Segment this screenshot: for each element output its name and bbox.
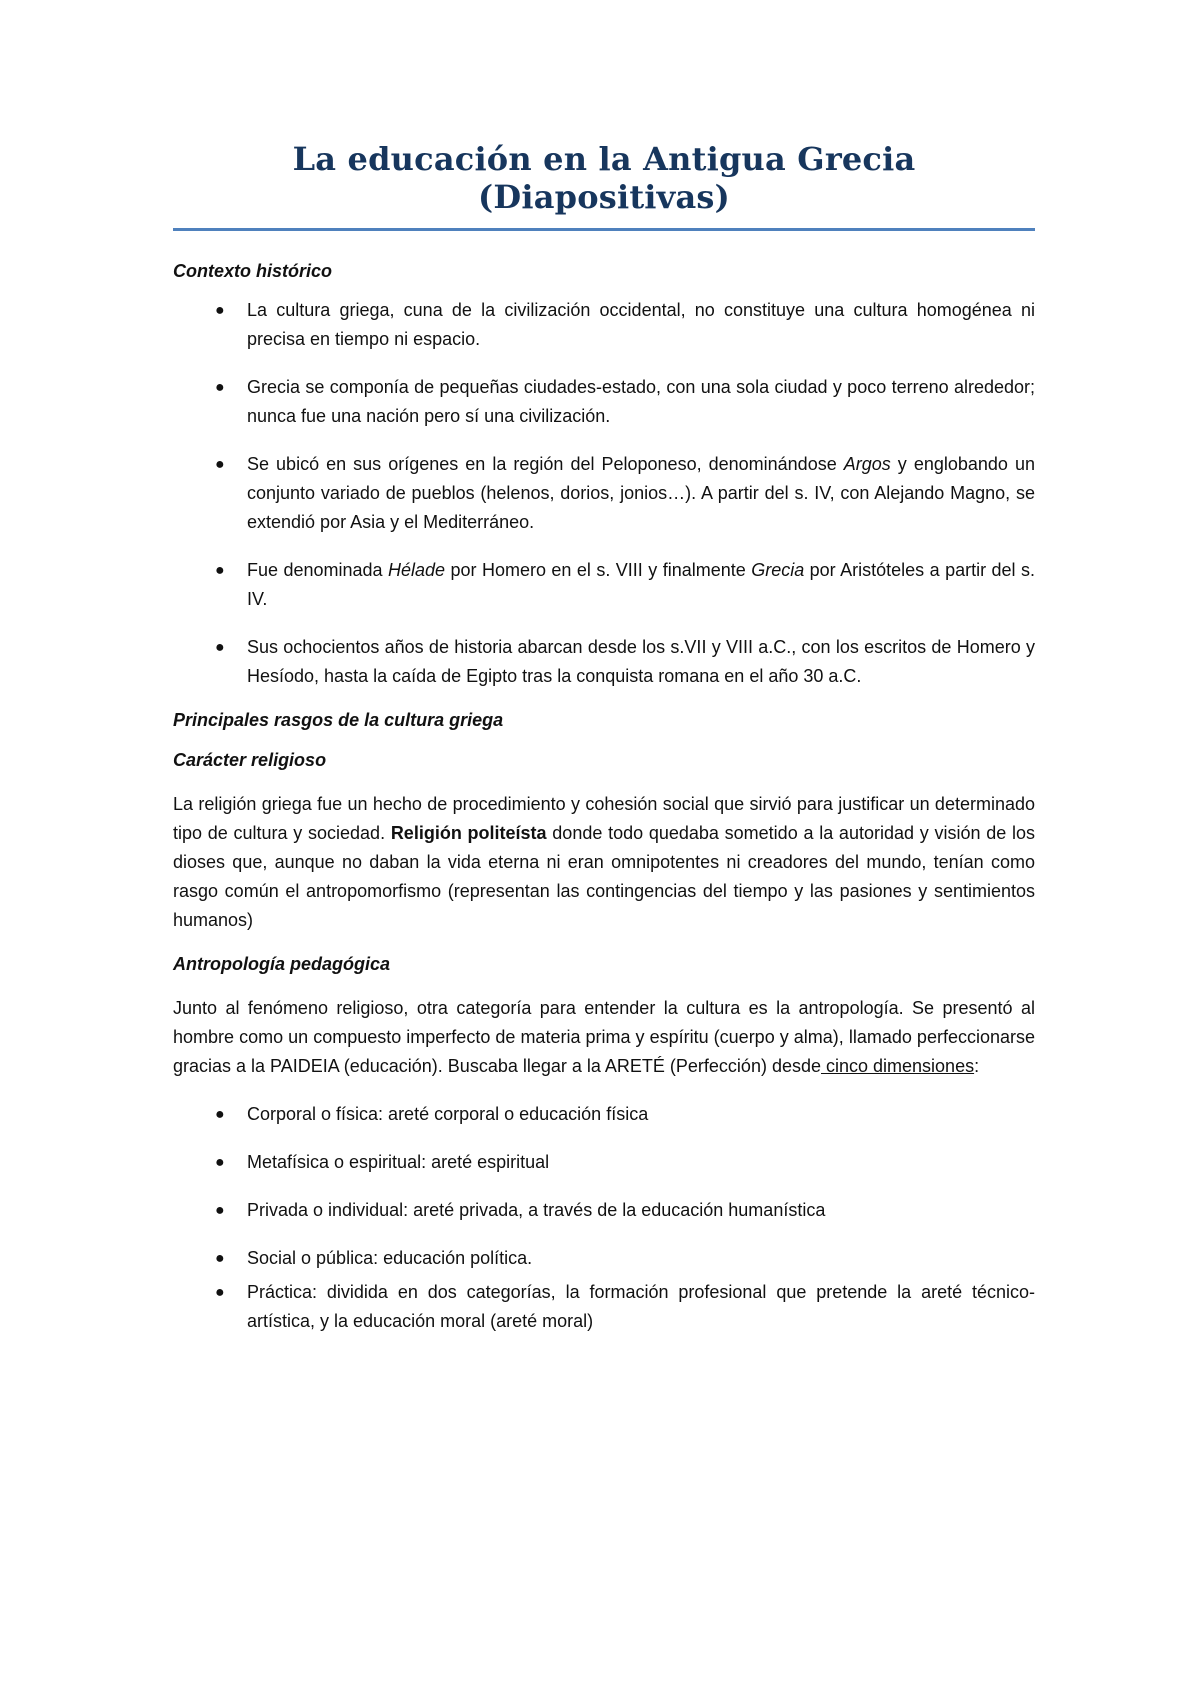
document-title: La educación en la Antigua Grecia (Diapositivas) (173, 140, 1035, 231)
document-page (173, 140, 1035, 1336)
dimensiones-bullet-list (173, 1100, 1035, 1336)
heading-antropologia-pedagogica: Antropología pedagógica (173, 954, 391, 974)
bullet-icon: ● (215, 1284, 225, 1301)
list-item: ● Metafísica o espiritual: areté espiritual (173, 1148, 1035, 1177)
bullet-icon: ● (215, 1250, 225, 1267)
bullet-icon: ● (215, 456, 225, 473)
list-item: ● La cultura griega, cuna de la civilización occidental, no constituye una cultura homogénea ni precisa en tiempo ni espacio. (173, 296, 1035, 354)
bullet-icon: ● (215, 562, 225, 579)
bullet-icon: ● (215, 1154, 225, 1171)
list-item: ● Sus ochocientos años de historia abarcan desde los s.VII y VIII a.C., con los escritos de Homero y Hesíodo, hasta la caída de Egipto tras la conquista romana en el año 30 a.C. (173, 633, 1035, 691)
list-item: ● Grecia se componía de pequeñas ciudades-estado, con una sola ciudad y poco terreno alrededor; nunca fue una nación pero sí una civilización. (173, 373, 1035, 431)
list-item: ● Corporal o física: areté corporal o educación física (173, 1100, 1035, 1129)
heading-principales-rasgos: Principales rasgos de la cultura griega (173, 710, 504, 730)
bullet-icon: ● (215, 379, 225, 396)
paragraph-religion: La religión griega fue un hecho de procedimiento y cohesión social que sirvió para justificar un determinado tipo de cultura y sociedad. Religión politeísta donde todo quedaba sometido a la autoridad y visión de los dioses que, aunque no daban la vida eterna ni eran omnipotentes ni creadores del mundo, tenían como rasgo común el antropomorfismo (representan las contingencias del tiempo y las pasiones y sentimientos humanos) (173, 794, 1035, 930)
contexto-bullet-list (173, 296, 1035, 691)
list-item: ● Se ubicó en sus orígenes en la región del Peloponeso, denominándose Argos y englobando un conjunto variado de pueblos (helenos, dorios, jonios…). A partir del s. IV, con Alejando Magno, se extendió por Asia y el Mediterráneo. (173, 450, 1035, 537)
list-item: ● Fue denominada Hélade por Homero en el s. VIII y finalmente Grecia por Aristóteles a partir del s. IV. (173, 556, 1035, 614)
bullet-icon: ● (215, 1106, 225, 1123)
paragraph-antropologia: Junto al fenómeno religioso, otra categoría para entender la cultura es la antropología. Se presentó al hombre como un compuesto imperfecto de materia prima y espíritu (cuerpo y alma), llamado perfeccionarse gracias a la PAIDEIA (educación). Buscaba llegar a la ARETÉ (Perfección) desde cinco dimensiones: (173, 998, 1035, 1076)
bullet-icon: ● (215, 302, 225, 319)
bullet-icon: ● (215, 639, 225, 656)
list-item: ● Práctica: dividida en dos categorías, la formación profesional que pretende la areté técnico-artística, y la educación moral (areté moral) (173, 1278, 1035, 1336)
list-item: ● Privada o individual: areté privada, a través de la educación humanística (173, 1196, 1035, 1225)
list-item: ● Social o pública: educación política. (173, 1244, 1035, 1273)
bullet-icon: ● (215, 1202, 225, 1219)
heading-contexto-historico: Contexto histórico (173, 261, 333, 281)
heading-caracter-religioso: Carácter religioso (173, 750, 327, 770)
